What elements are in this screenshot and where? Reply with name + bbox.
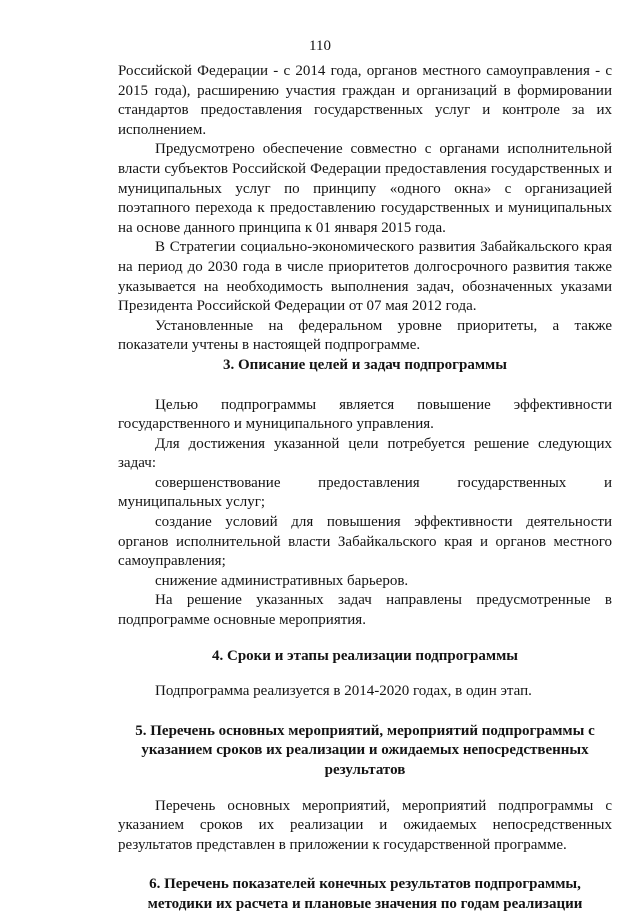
- page-body: [118, 62, 612, 915]
- paragraph: Перечень основных мероприятий, мероприятий подпрограммы с указанием сроков их реализации и ожидаемых непосредственных результатов представлен в приложении к государственной программе.: [118, 797, 612, 853]
- paragraph: Целью подпрограммы является повышение эффективности государственного и муниципального управления.: [118, 396, 612, 433]
- list-item: совершенствование предоставления государственных и муниципальных услуг;: [118, 474, 612, 511]
- paragraph: В Стратегии социально-экономического развития Забайкальского края на период до 2030 года в числе приоритетов долгосрочного развития также указывается на необходимость выполнения задач, обозначенных указами Президента Российской Федерации от 07 мая 2012 года.: [118, 239, 612, 315]
- paragraph: Для достижения указанной цели потребуется решение следующих задач:: [118, 435, 612, 472]
- list-item: создание условий для повышения эффективности деятельности органов исполнительной власти Забайкальского края и органов местного самоуправления;: [118, 514, 612, 570]
- paragraph: На решение указанных задач направлены предусмотренные в подпрограмме основные мероприятия.: [118, 592, 612, 629]
- section-3-heading: 3. Описание целей и задач подпрограммы: [223, 356, 507, 373]
- page-number: 110: [309, 38, 331, 54]
- paragraph: Российской Федерации - с 2014 года, органов местного самоуправления - с 2015 года), расширению участия граждан и организаций в формировании стандартов предоставления государственных услуг и контроле за их исполнением.: [118, 63, 612, 138]
- list-item: снижение административных барьеров.: [155, 572, 409, 589]
- section-4-heading: 4. Сроки и этапы реализации подпрограммы: [211, 647, 519, 664]
- section-6-heading: [118, 875, 612, 914]
- paragraph: Подпрограмма реализуется в 2014-2020 годах, в один этап.: [155, 683, 532, 700]
- heading-line: методики их расчета и плановые значения по годам реализации: [147, 895, 583, 912]
- section-5-heading: [118, 722, 612, 781]
- paragraph: Предусмотрено обеспечение совместно с органами исполнительной власти субъектов Российской Федерации предоставления государственных и муниципальных услуг по принципу «одного окна» с организацией поэтапного перехода к предоставлению государственных и муниципальных на основе данного принципа к 01 января 2015 года.: [118, 141, 612, 236]
- heading-line: 5. Перечень основных мероприятий, мероприятий подпрограммы с: [135, 722, 595, 739]
- heading-line: указанием сроков их реализации и ожидаемых непосредственных: [141, 742, 589, 759]
- heading-line: результатов: [324, 762, 406, 778]
- heading-line: 6. Перечень показателей конечных результатов подпрограммы,: [149, 876, 581, 893]
- paragraph: Установленные на федеральном уровне приоритеты, а также показатели учтены в настоящей подпрограмме.: [118, 317, 612, 354]
